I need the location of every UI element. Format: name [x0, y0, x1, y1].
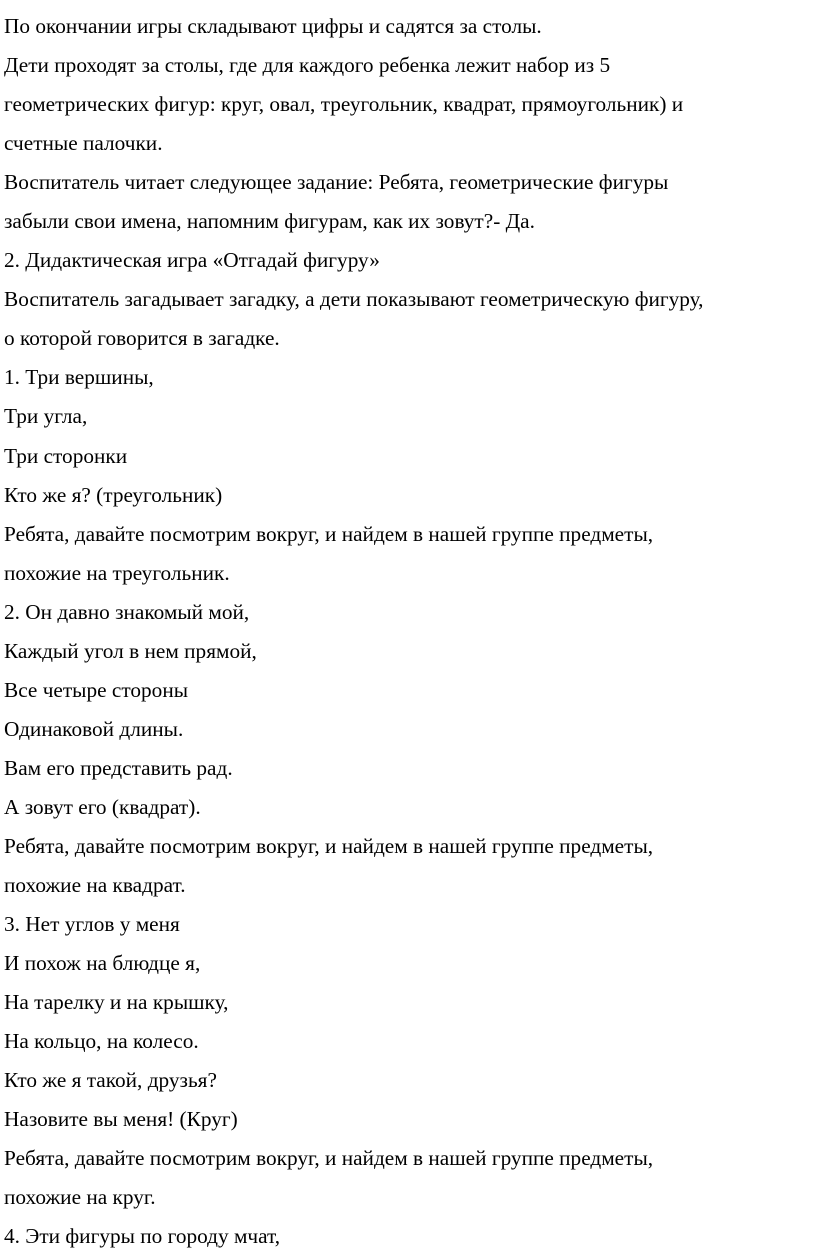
section-heading-game: 2. Дидактическая игра «Отгадай фигуру»: [4, 248, 380, 273]
riddle-2-line: Вам его представить рад.: [4, 755, 233, 780]
document-body: [4, 7, 812, 1257]
riddle-2-line: Все четыре стороны: [4, 677, 189, 702]
riddle-3-line: На кольцо, на колесо.: [4, 1029, 199, 1054]
text-line: похожие на треугольник.: [4, 560, 230, 585]
riddle-3-line: Назовите вы меня! (Круг): [4, 1107, 238, 1132]
riddle-3-line: 3. Нет углов у меня: [4, 912, 180, 937]
riddle-4-line: 4. Эти фигуры по городу мчат,: [4, 1224, 281, 1249]
text-line: о которой говорится в загадке.: [4, 326, 280, 351]
riddle-1-line: 1. Три вершины,: [4, 365, 154, 390]
riddle-2-line: Каждый угол в нем прямой,: [4, 638, 257, 663]
text-line: геометрических фигур: круг, овал, треугольник, квадрат, прямоугольник) и: [4, 92, 684, 117]
text-line: Ребята, давайте посмотрим вокруг, и найдем в нашей группе предметы,: [4, 521, 654, 546]
riddle-3-line: На тарелку и на крышку,: [4, 990, 229, 1015]
riddle-2-line: А зовут его (квадрат).: [4, 794, 201, 819]
riddle-1-line: Три сторонки: [4, 443, 128, 468]
riddle-2-line: Одинаковой длины.: [4, 716, 184, 741]
text-line: Воспитатель загадывает загадку, а дети показывают геометрическую фигуру,: [4, 287, 704, 312]
text-line: Воспитатель читает следующее задание: Ребята, геометрические фигуры: [4, 170, 669, 195]
riddle-1-line: Три угла,: [4, 404, 88, 429]
text-line: похожие на квадрат.: [4, 873, 186, 898]
text-line: забыли свои имена, напомним фигурам, как их зовут?- Да.: [4, 209, 535, 234]
riddle-2-line: 2. Он давно знакомый мой,: [4, 599, 250, 624]
riddle-3-line: И похож на блюдце я,: [4, 951, 201, 976]
riddle-1-line: Кто же я? (треугольник): [4, 482, 223, 507]
text-line: счетные палочки.: [4, 131, 163, 156]
text-line: Ребята, давайте посмотрим вокруг, и найдем в нашей группе предметы,: [4, 1146, 654, 1171]
text-line-intro: По окончании игры складывают цифры и садятся за столы.: [4, 14, 542, 38]
text-line: Ребята, давайте посмотрим вокруг, и найдем в нашей группе предметы,: [4, 833, 654, 858]
riddle-3-line: Кто же я такой, друзья?: [4, 1068, 217, 1093]
text-line: похожие на круг.: [4, 1185, 156, 1210]
text-line: Дети проходят за столы, где для каждого ребенка лежит набор из 5: [4, 53, 611, 78]
